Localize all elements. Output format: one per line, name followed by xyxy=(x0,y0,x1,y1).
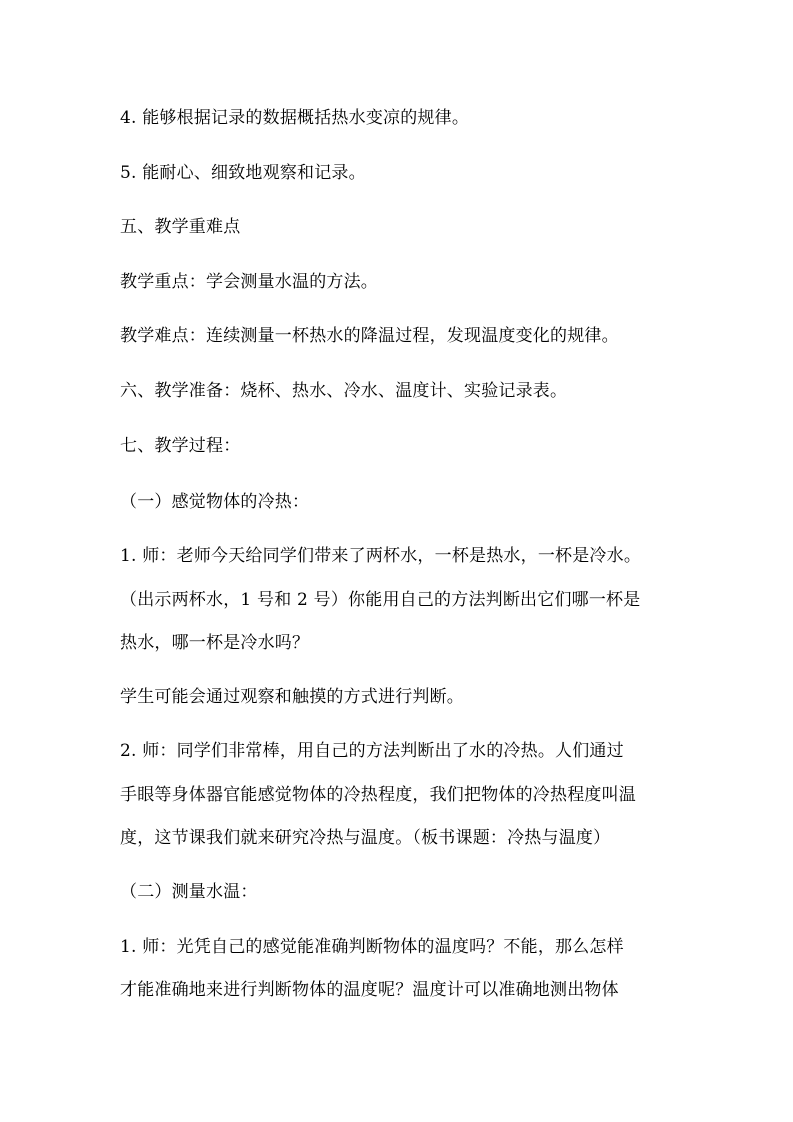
paragraph-line: 2. 师：同学们非常棒，用自己的方法判断出了水的冷热。人们通过 xyxy=(120,741,624,761)
paragraph-line: （出示两杯水，1 号和 2 号）你能用自己的方法判断出它们哪一杯是 xyxy=(120,590,641,610)
paragraph-line: 热水，哪一杯是冷水吗？ xyxy=(120,633,310,653)
paragraph-line: 学生可能会通过观察和触摸的方式进行判断。 xyxy=(120,687,464,707)
subsection-heading-measure: （二）测量水温： xyxy=(120,882,258,902)
paragraph-line: 度，这节课我们就来研究冷热与温度。（板书课题：冷热与温度） xyxy=(120,828,611,848)
paragraph-line: 手眼等身体器官能感觉物体的冷热程度，我们把物体的冷热程度叫温 xyxy=(120,785,636,805)
difficult-point-text: 教学难点：连续测量一杯热水的降温过程，发现温度变化的规律。 xyxy=(120,326,619,346)
paragraph-line: 1. 师：光凭自己的感觉能准确判断物体的温度吗？不能，那么怎样 xyxy=(120,937,624,957)
paragraph-line: 才能准确地来进行判断物体的温度呢？温度计可以准确地测出物体 xyxy=(120,980,619,1000)
subsection-heading-feel: （一）感觉物体的冷热： xyxy=(120,492,310,512)
goal-item-5: 5. 能耐心、细致地观察和记录。 xyxy=(120,163,366,183)
section-heading-key-points: 五、教学重难点 xyxy=(120,217,241,237)
section-heading-process: 七、教学过程： xyxy=(120,436,241,456)
section-heading-preparation: 六、教学准备：烧杯、热水、冷水、温度计、实验记录表。 xyxy=(120,381,568,401)
paragraph-line: 1. 师：老师今天给同学们带来了两杯水，一杯是热水，一杯是冷水。 xyxy=(120,546,642,566)
key-point-text: 教学重点：学会测量水温的方法。 xyxy=(120,272,378,292)
goal-item-4: 4. 能够根据记录的数据概括热水变凉的规律。 xyxy=(120,108,470,128)
